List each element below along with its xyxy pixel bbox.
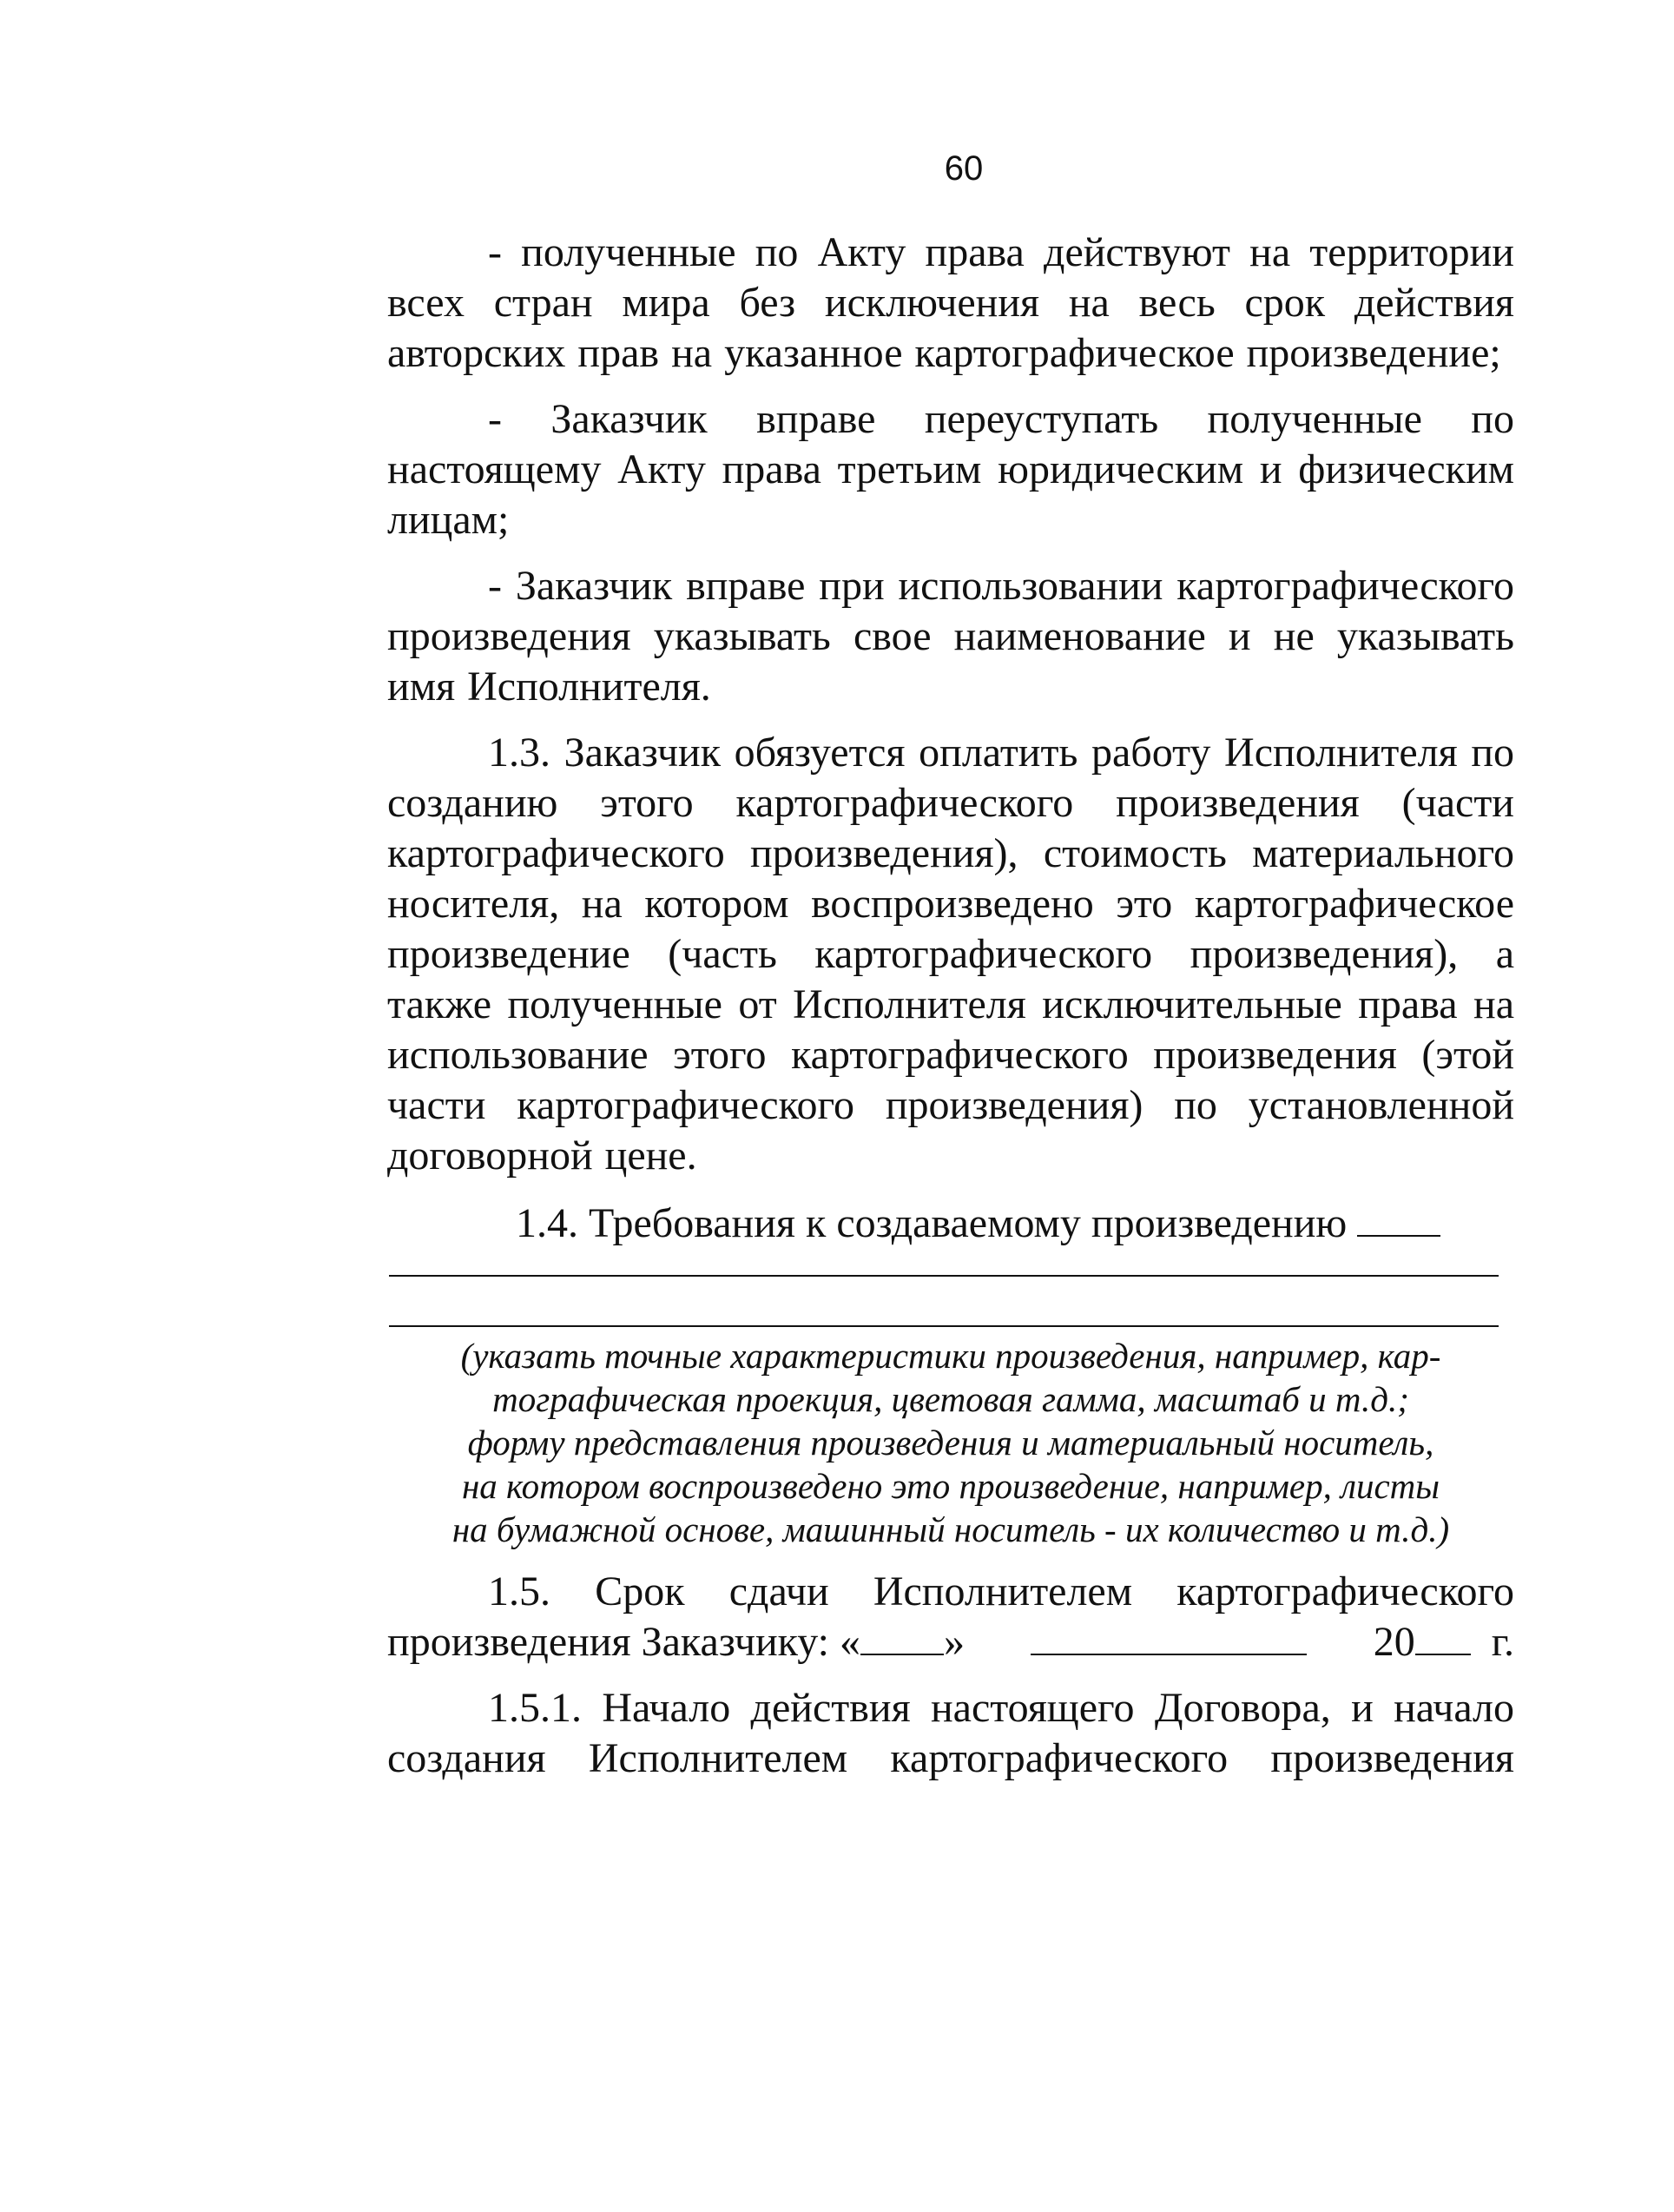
document-body bbox=[387, 228, 1514, 1799]
year-suffix: г. bbox=[1491, 1619, 1514, 1665]
requirements-hint bbox=[387, 1334, 1514, 1551]
clause-1-5-date-line bbox=[387, 1617, 1514, 1667]
paragraph-rights-naming: - Заказчик вправе при использовании картографического произведения указывать свое наименование и не указывать имя Исполнителя. bbox=[387, 563, 1514, 710]
clause-1-5-date-label bbox=[387, 1617, 965, 1667]
clause-1-4-blank[interactable] bbox=[1357, 1235, 1440, 1237]
hint-line: (указать точные характеристики произведения, например, кар- bbox=[460, 1336, 1441, 1376]
hint-line: форму представления произведения и материальный носитель, bbox=[467, 1423, 1434, 1463]
requirements-blank-line-2[interactable] bbox=[389, 1325, 1499, 1327]
paragraph-clause-1-3: 1.3. Заказчик обязуется оплатить работу Исполнителя по созданию этого картографического произведения (части картографического произведения), стоимость материального носителя, на котором воспроизведено это картографическое произведение (часть картографического произведения), а также полученные от Исполнителя исключительные права на использование этого картографического произведения (этой части картографического произведения) по установленной договорной цене. bbox=[387, 730, 1514, 1179]
clause-1-5 bbox=[387, 1567, 1514, 1667]
quote-close: » bbox=[944, 1619, 965, 1665]
date-label-text: произведения Заказчику: « bbox=[387, 1619, 860, 1665]
paragraph-clause-1-5-1: 1.5.1. Начало действия настоящего Договора, и начало создания Исполнителем картографического произведения bbox=[387, 1685, 1514, 1781]
paragraph-rights-transfer: - Заказчик вправе переуступать полученные по настоящему Акту права третьим юридическим и физическим лицам; bbox=[387, 396, 1514, 543]
year-field bbox=[1374, 1617, 1514, 1667]
paragraph-rights-territory: - полученные по Акту права действуют на территории всех стран мира без исключения на весь срок действия авторских прав на указанное картографическое произведение; bbox=[387, 229, 1514, 376]
requirements-blank-line-1[interactable] bbox=[389, 1275, 1499, 1277]
hint-line: на котором воспроизведено это произведение, например, листы bbox=[461, 1466, 1440, 1506]
day-blank[interactable] bbox=[860, 1654, 944, 1655]
year-blank[interactable] bbox=[1415, 1654, 1471, 1655]
hint-line: тографическая проекция, цветовая гамма, масштаб и т.д.; bbox=[492, 1379, 1409, 1419]
clause-1-5-line-1: 1.5. Срок сдачи Исполнителем картографического bbox=[488, 1568, 1514, 1614]
year-prefix: 20 bbox=[1373, 1619, 1415, 1665]
hint-line: на бумажной основе, машинный носитель - их количество и т.д.) bbox=[451, 1509, 1450, 1549]
page-number: 60 bbox=[944, 149, 984, 188]
clause-1-4-line bbox=[387, 1198, 1514, 1249]
clause-1-4-text: 1.4. Требования к создаваемому произведению bbox=[516, 1200, 1348, 1246]
month-blank[interactable] bbox=[1031, 1654, 1307, 1655]
